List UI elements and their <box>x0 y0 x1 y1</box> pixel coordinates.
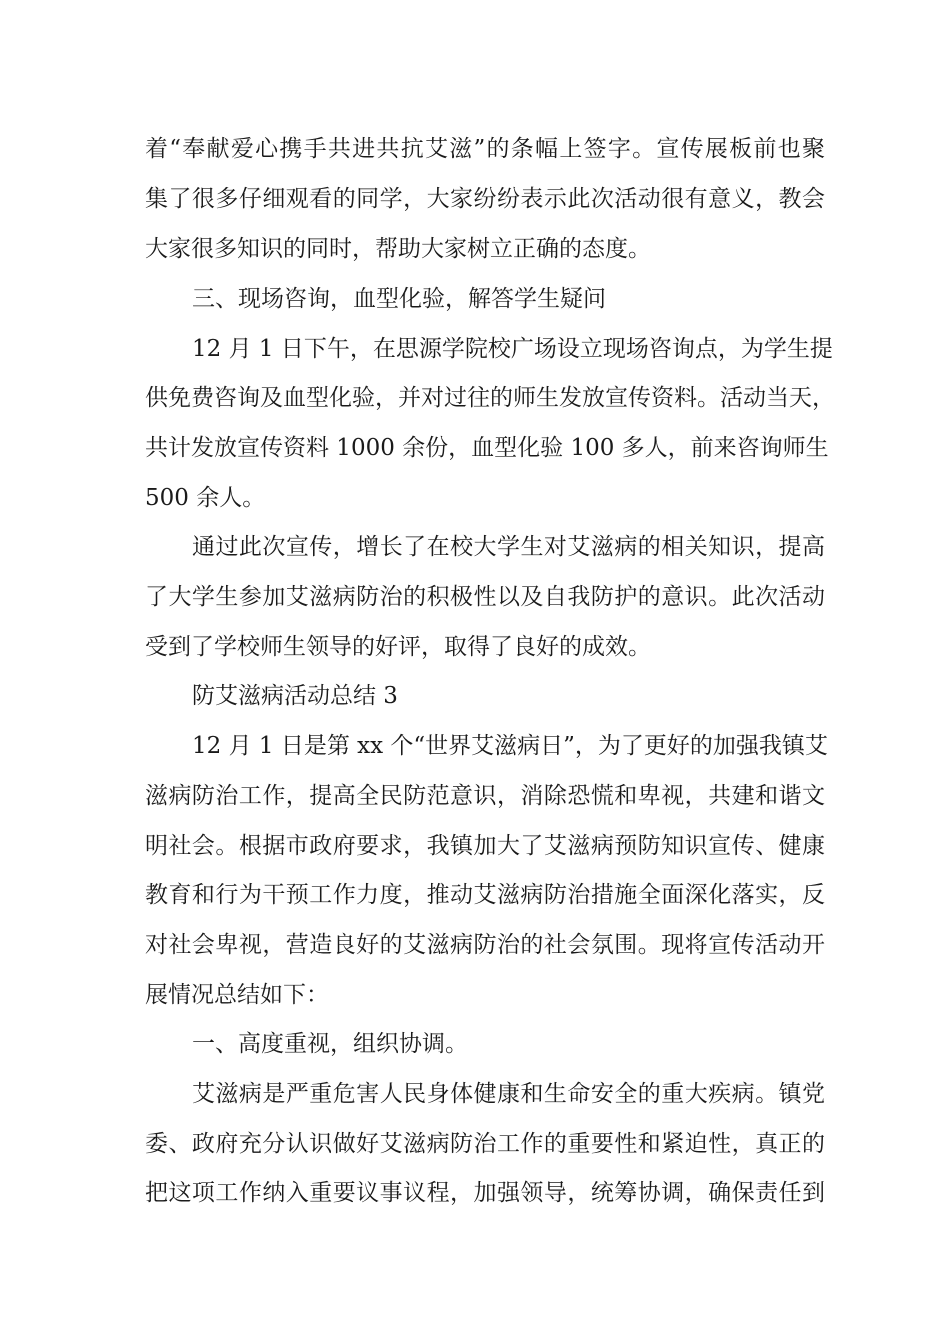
text-line: 艾滋病是严重危害人民身体健康和生命安全的重大疾病。镇党 <box>192 1081 825 1107</box>
text-line: 共计发放宣传资料 1000 余份，血型化验 100 多人，前来咨询师生 <box>145 435 829 461</box>
text-line: 了大学生参加艾滋病防治的积极性以及自我防护的意识。此次活动 <box>145 584 825 610</box>
text-line: 受到了学校师生领导的好评，取得了良好的成效。 <box>145 634 651 660</box>
text-line: 明社会。根据市政府要求，我镇加大了艾滋病预防知识宣传、健康 <box>145 833 825 859</box>
section-heading: 一、高度重视，组织协调。 <box>192 1031 468 1057</box>
text-line: 着“奉献爱心携手共进共抗艾滋”的条幅上签字。宣传展板前也聚 <box>145 136 825 162</box>
text-line: 通过此次宣传，增长了在校大学生对艾滋病的相关知识，提高 <box>192 534 825 560</box>
text-line: 教育和行为干预工作力度，推动艾滋病防治措施全面深化落实，反 <box>145 882 825 908</box>
text-line: 集了很多仔细观看的同学，大家纷纷表示此次活动很有意义，教会 <box>145 186 825 212</box>
section-heading: 三、现场咨询，血型化验，解答学生疑问 <box>192 286 606 312</box>
text-line: 对社会卑视，营造良好的艾滋病防治的社会氛围。现将宣传活动开 <box>145 932 825 958</box>
text-line: 委、政府充分认识做好艾滋病防治工作的重要性和紧迫性，真正的 <box>145 1131 825 1157</box>
text-line: 大家很多知识的同时，帮助大家树立正确的态度。 <box>145 236 651 262</box>
text-line: 12 月 1 日下午，在思源学院校广场设立现场咨询点，为学生提 <box>192 336 833 362</box>
section-title: 防艾滋病活动总结 3 <box>192 683 398 709</box>
text-line: 展情况总结如下： <box>145 982 329 1008</box>
text-line: 500 余人。 <box>145 485 266 511</box>
text-line: 滋病防治工作，提高全民防范意识，消除恐慌和卑视，共建和谐文 <box>145 783 825 809</box>
text-line: 12 月 1 日是第 xx 个“世界艾滋病日”，为了更好的加强我镇艾 <box>192 733 828 759</box>
text-line: 把这项工作纳入重要议事议程，加强领导，统筹协调，确保责任到 <box>145 1180 825 1206</box>
text-line: 供免费咨询及血型化验，并对过往的师生发放宣传资料。活动当天， <box>145 385 835 411</box>
